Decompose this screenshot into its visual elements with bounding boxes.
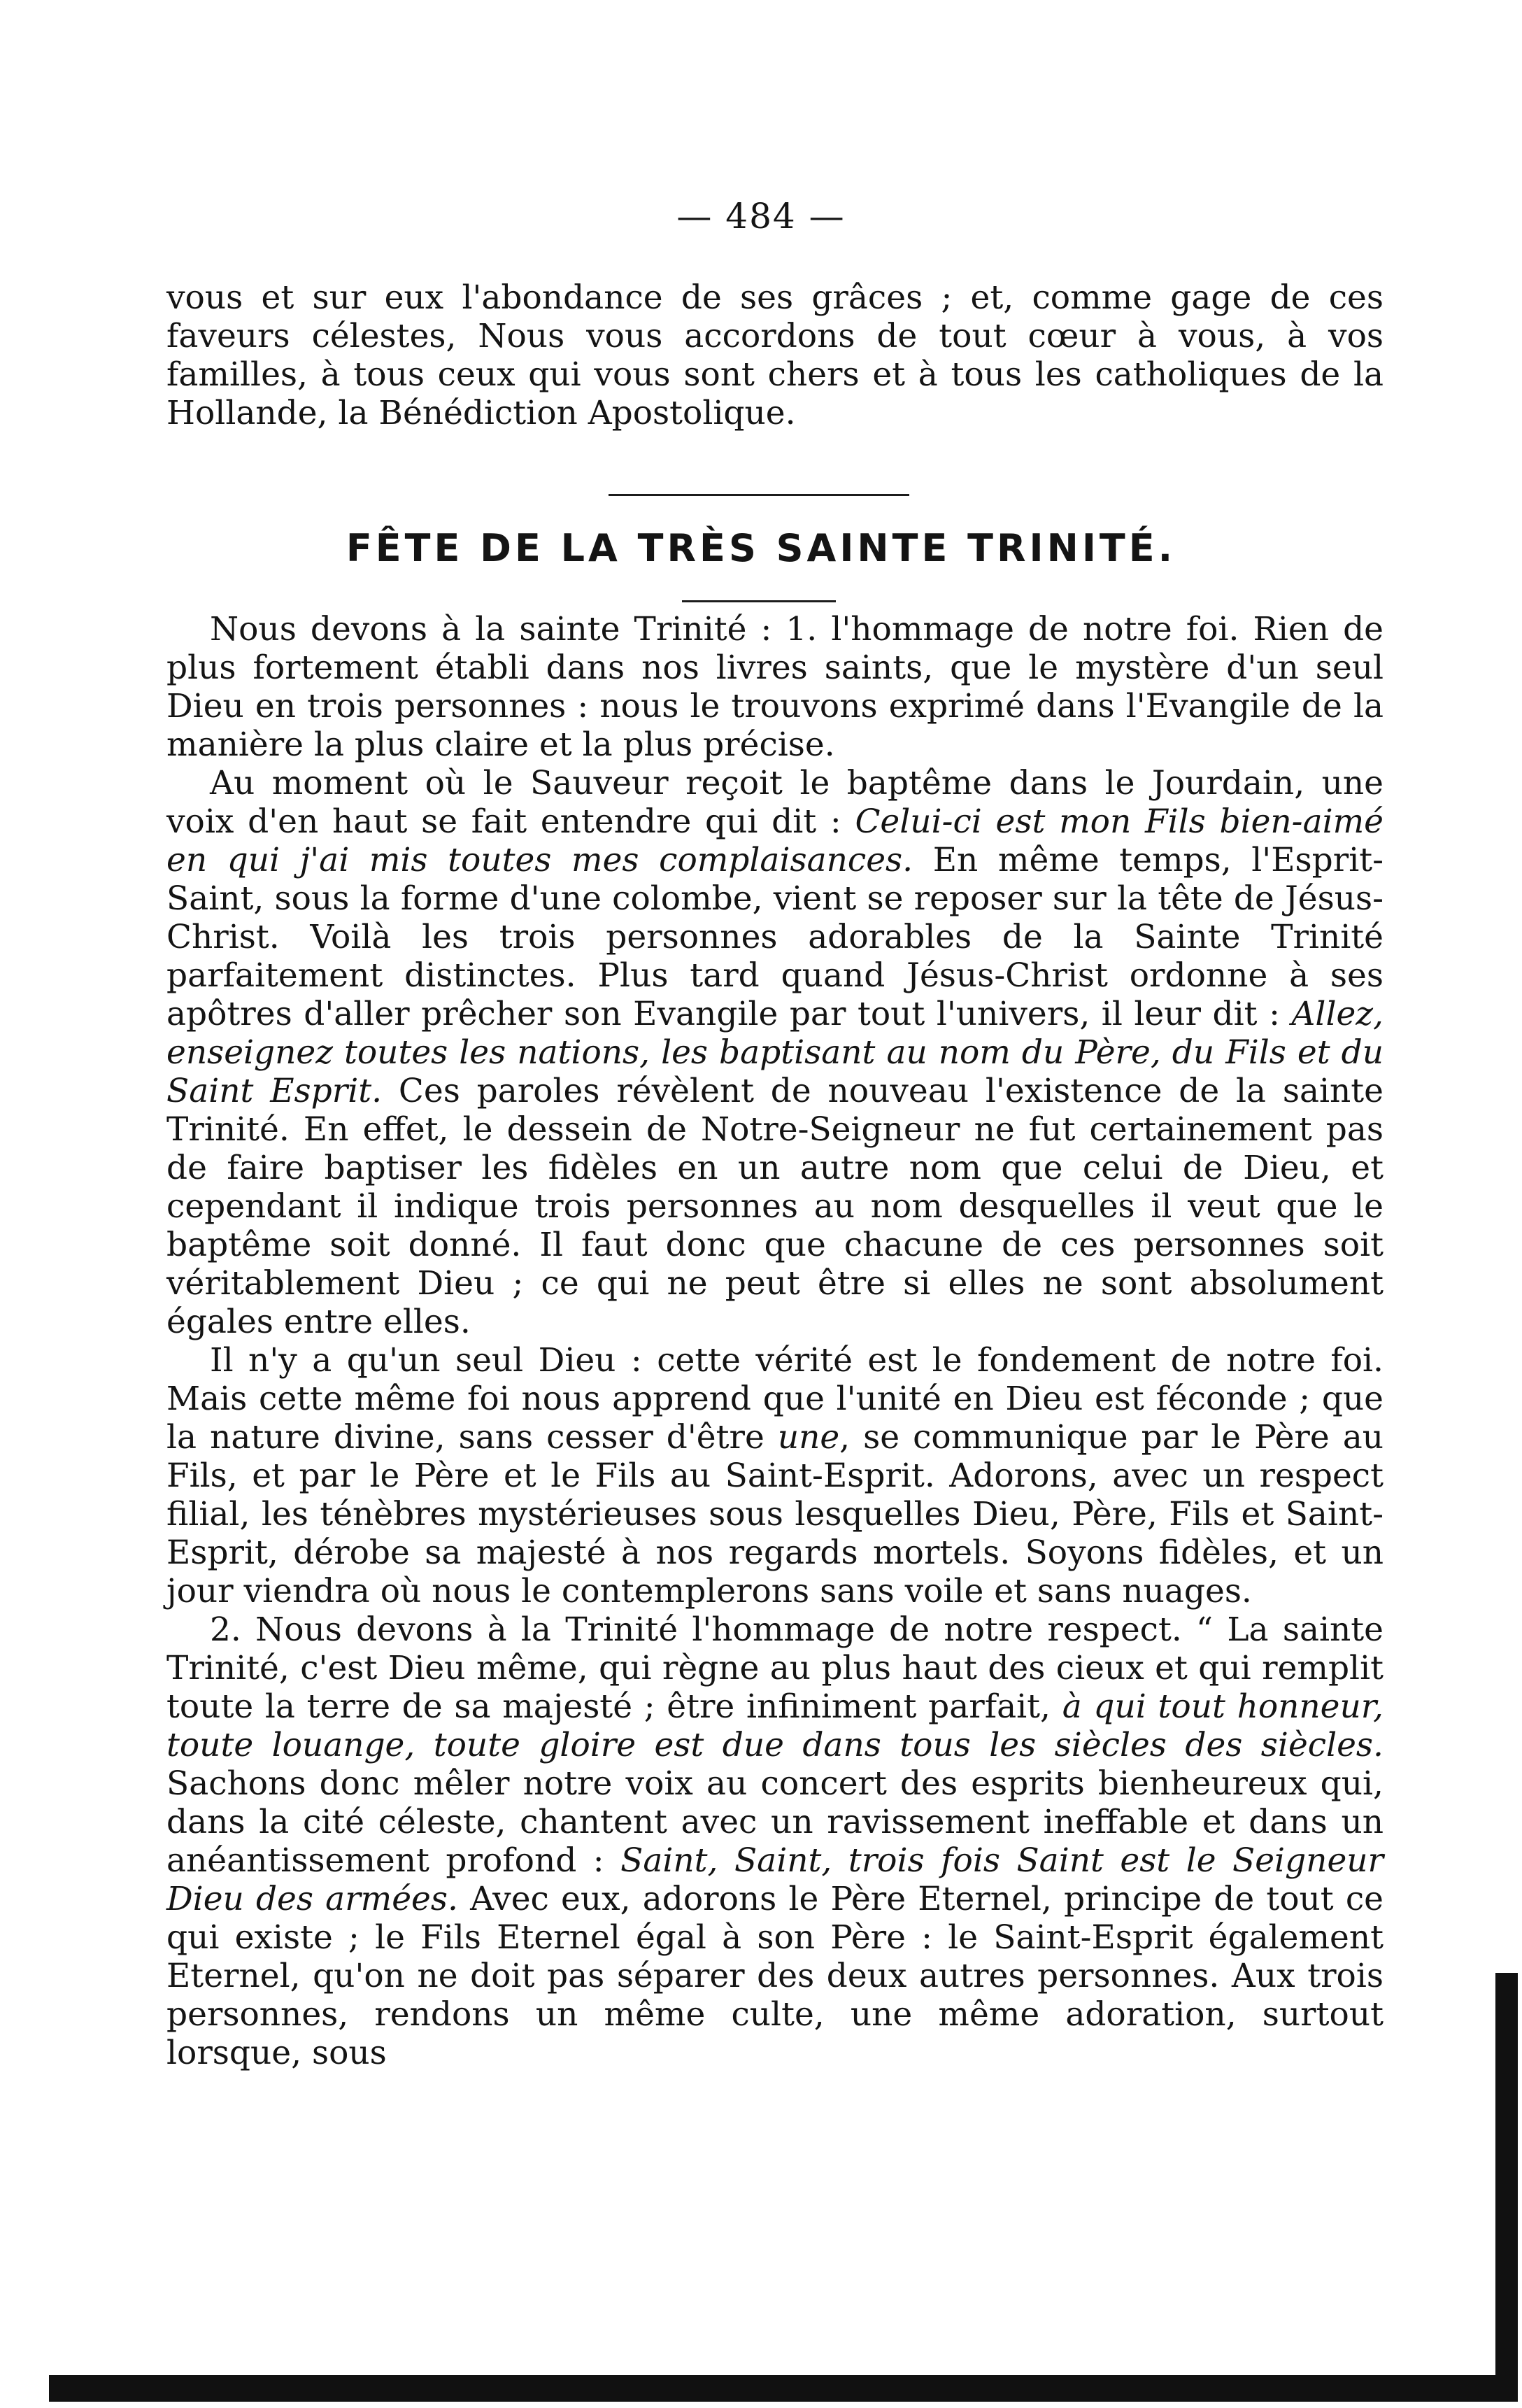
paragraph-4: [166, 1610, 1384, 2072]
scripture-quote-sanctus: Saint, Saint, trois fois Saint est le Seigneur Dieu des armées.: [166, 1841, 1384, 1918]
scripture-quote-glory: à qui tout honneur, toute louange, toute gloire est due dans tous les siècles des siècles.: [166, 1687, 1384, 1764]
scripture-quote-baptism: Celui-ci est mon Fils bien-aimé en qui j'ai mis toutes mes complaisances.: [166, 802, 1384, 879]
paragraph-2-part-a: Au moment où le Sauveur reçoit le baptême dans le Jourdain, une voix d'en haut se fait entendre qui dit :: [166, 764, 1384, 841]
paragraph-4-part-a: 2. Nous devons à la Trinité l'hommage de notre respect. “ La sainte Trinité, c'est Dieu même, qui règne au plus haut des cieux et qui remplit toute la terre de sa majesté ; être infiniment parfait,: [166, 1610, 1384, 1726]
body-text: [166, 610, 1384, 2072]
paragraph-4-part-e: Avec eux, adorons le Père Eternel, principe de tout ce qui existe ; le Fils Eternel égal à son Père : le Saint-Esprit également Eternel, qu'on ne doit pas séparer des deux autres personnes. Aux trois personnes, rendons un même culte, une même adoration, surtout lorsque, sous: [166, 1880, 1384, 2072]
paragraph-1: Nous devons à la sainte Trinité : 1. l'hommage de notre foi. Rien de plus fortement établi dans nos livres saints, que le mystère d'un seul Dieu en trois personnes : nous le trouvons exprimé dans l'Evangile de la manière la plus claire et la plus précise.: [166, 610, 1384, 764]
paragraph-2-part-e: Ces paroles révèlent de nouveau l'existence de la sainte Trinité. En effet, le dessein de Notre-Seigneur ne fut certainement pas de faire baptiser les fidèles en un autre nom que celui de Dieu, et cependant il indique trois personnes au nom desquelles il veut que le baptême soit donné. Il faut donc que chacune de ces personnes soit véritablement Dieu ; ce qui ne peut être si elles ne sont absolument égales entre elles.: [166, 1072, 1384, 1341]
section-divider-bottom: [682, 600, 836, 602]
scripture-quote-great-commission: Allez, enseignez toutes les nations, les baptisant au nom du Père, du Fils et du Saint Esprit.: [166, 995, 1384, 1110]
scan-edge-shadow: [1495, 1973, 1518, 2379]
section-heading: FÊTE DE LA TRÈS SAINTE TRINITÉ.: [346, 526, 1176, 570]
paragraph-2: [166, 764, 1384, 1341]
emphasis-une: une: [777, 1418, 840, 1457]
section-divider-top: [609, 494, 909, 496]
paragraph-3: [166, 1341, 1384, 1610]
intro-text: vous et sur eux l'abondance de ses grâces ; et, comme gage de ces faveurs célestes, Nous vous accordons de tout cœur à vous, à vos familles, à tous ceux qui vous sont chers et à tous les catholiques de la Hollande, la Bénédiction Apostolique.: [166, 278, 1384, 432]
scan-bottom-border: [49, 2375, 1518, 2402]
paragraph-2-part-c: En même temps, l'Esprit-Saint, sous la forme d'une colombe, vient se reposer sur la tête de Jésus-Christ. Voilà les trois personnes adorables de la Sainte Trinité parfaitement distinctes. Plus tard quand Jésus-Christ ordonne à ses apôtres d'aller prêcher son Evangile par tout l'univers, il leur dit :: [166, 841, 1384, 1033]
paragraph-4-part-c: Sachons donc mêler notre voix au concert des esprits bienheureux qui, dans la cité céleste, chantent avec un ravissement ineffable et dans un anéantissement profond :: [166, 1764, 1384, 1880]
page-number: — 484 —: [676, 196, 846, 236]
paragraph-3-part-a: Il n'y a qu'un seul Dieu : cette vérité est le fondement de notre foi. Mais cette même foi nous apprend que l'unité en Dieu est féconde ; que la nature divine, sans cesser d'être: [166, 1341, 1384, 1457]
paragraph-3-part-c: , se communique par le Père au Fils, et par le Père et le Fils au Saint-Esprit. Adorons, avec un respect filial, les ténèbres mystérieuses sous lesquelles Dieu, Père, Fils et Saint-Esprit, dérobe sa majesté à nos regards mortels. Soyons fidèles, et un jour viendra où nous le contemplerons sans voile et sans nuages.: [166, 1418, 1384, 1610]
intro-paragraph: [166, 278, 1384, 432]
